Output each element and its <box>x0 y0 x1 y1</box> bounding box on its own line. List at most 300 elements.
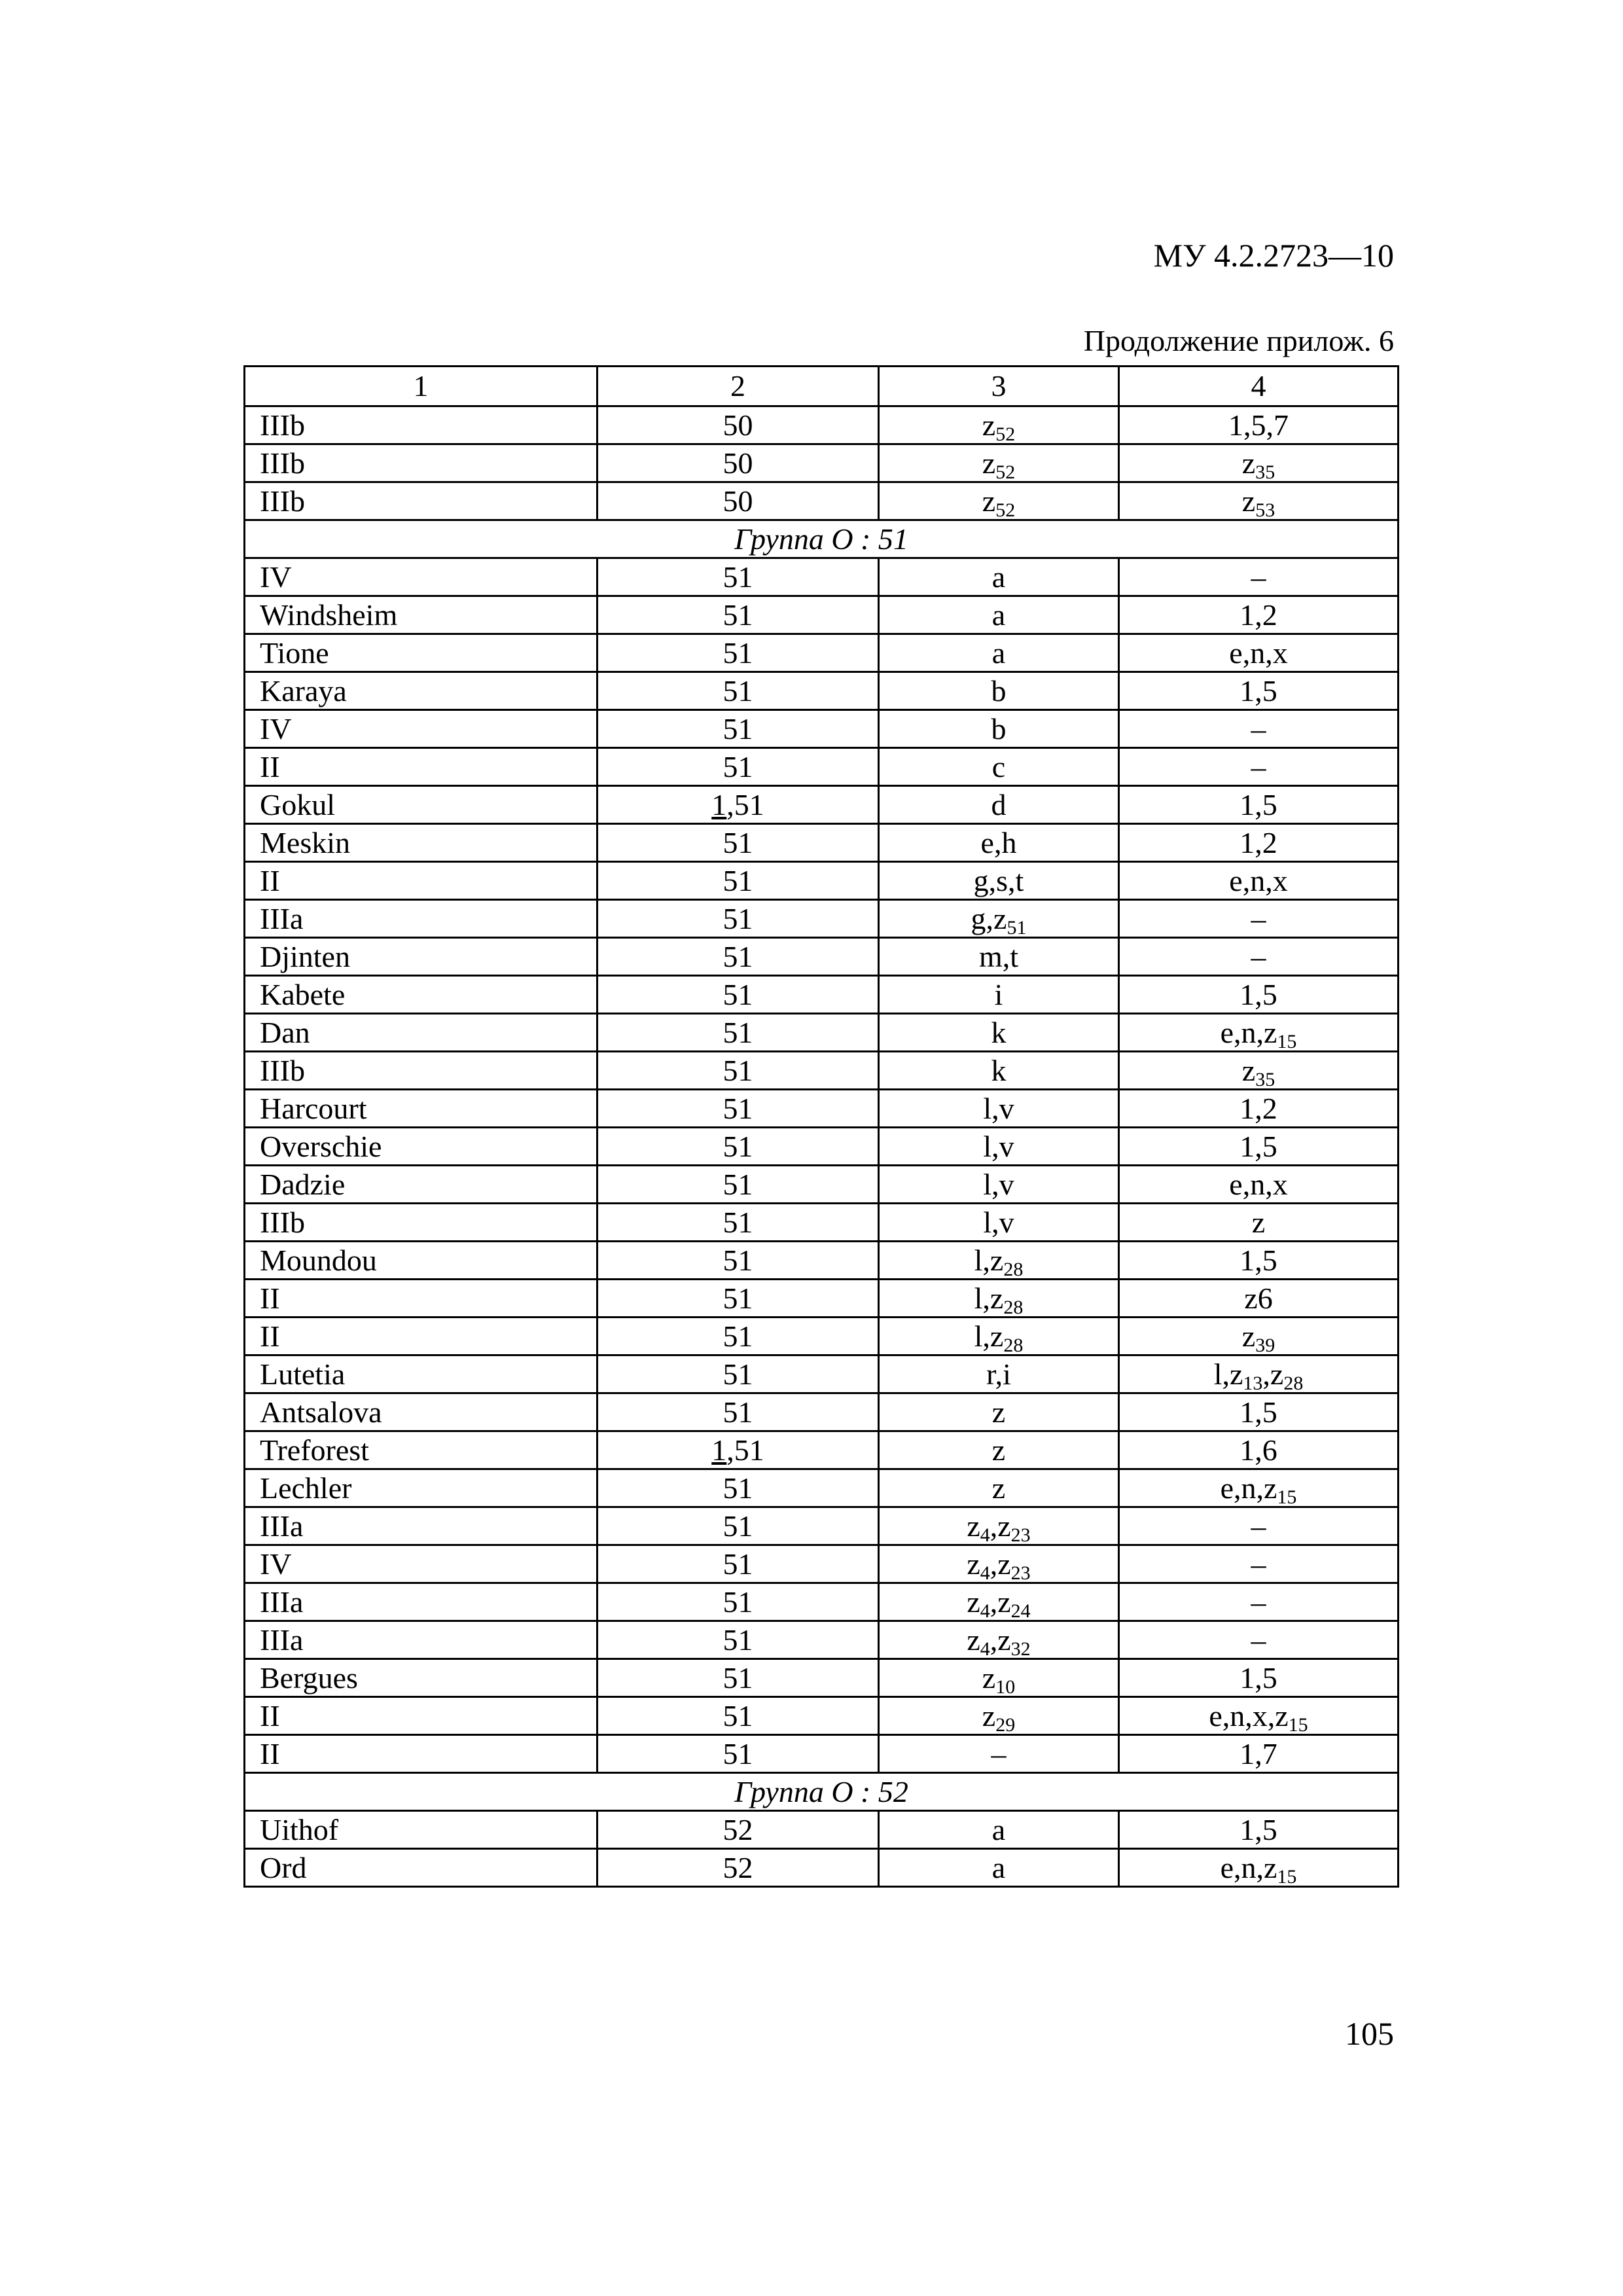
cell-text: Dadzie <box>260 1168 346 1201</box>
cell-text: 51 <box>722 1244 753 1277</box>
table-row <box>245 1014 1399 1052</box>
cell-text: $e,n,z_{15}$ <box>1220 1016 1297 1052</box>
cell-text: $z_4,z_{32}$ <box>967 1623 1031 1659</box>
cell-text: 1,51 <box>711 1433 764 1467</box>
cell-text: a <box>991 1851 1006 1884</box>
table-row <box>245 1090 1399 1128</box>
cell-text: II <box>260 1737 280 1770</box>
o-antigen-cell <box>597 1735 879 1773</box>
cell-text: Antsalova <box>260 1395 382 1429</box>
table-row <box>245 444 1399 482</box>
table-row <box>245 1469 1399 1507</box>
serovar-name-cell <box>245 1393 597 1431</box>
serovar-name-cell <box>245 710 597 748</box>
page-number: 105 <box>1345 2015 1394 2052</box>
o-antigen-cell <box>597 1431 879 1469</box>
cell-text: $z_{52}$ <box>982 408 1016 444</box>
h-antigen-phase2-cell <box>1119 444 1399 482</box>
table-row <box>245 938 1399 976</box>
cell-text: 51 <box>722 1699 753 1732</box>
serovar-name-cell <box>245 1545 597 1583</box>
cell-text: z6 <box>1244 1282 1273 1315</box>
o-antigen-cell <box>597 1621 879 1659</box>
serovar-name-cell <box>245 1659 597 1697</box>
cell-text: Karaya <box>260 674 347 708</box>
cell-text: 51 <box>722 902 753 935</box>
cell-text: a <box>991 560 1006 594</box>
cell-text: 51 <box>722 940 753 973</box>
cell-text: 51 <box>722 1092 753 1125</box>
o-antigen-cell <box>597 748 879 786</box>
o-antigen-cell <box>597 596 879 634</box>
h-antigen-phase1-cell <box>879 1431 1119 1469</box>
h-antigen-phase2-cell <box>1119 1621 1399 1659</box>
h-antigen-phase2-cell <box>1119 1128 1399 1166</box>
o-antigen-cell <box>597 1355 879 1393</box>
h-antigen-phase1-cell <box>879 1052 1119 1090</box>
cell-text: $z_{39}$ <box>1241 1319 1275 1355</box>
h-antigen-phase1-cell <box>879 1242 1119 1280</box>
h-antigen-phase1-cell <box>879 1280 1119 1318</box>
cell-text: Meskin <box>260 826 350 859</box>
cell-text: IV <box>260 712 292 745</box>
cell-text: d <box>991 788 1007 821</box>
h-antigen-phase2-cell <box>1119 1469 1399 1507</box>
cell-text: 1,2 <box>1240 826 1277 859</box>
h-antigen-phase1-cell <box>879 1545 1119 1583</box>
cell-text: Harcourt <box>260 1092 367 1125</box>
o-antigen-cell <box>597 1090 879 1128</box>
serovar-name-cell <box>245 1507 597 1545</box>
h-antigen-phase2-cell <box>1119 1697 1399 1735</box>
cell-text: IIIb <box>260 1054 305 1087</box>
serovar-name-cell <box>245 1811 597 1849</box>
cell-text: l,v <box>983 1092 1014 1125</box>
o-antigen-cell <box>597 1204 879 1242</box>
cell-text: 51 <box>722 1661 753 1695</box>
serovar-name-cell <box>245 1166 597 1204</box>
table-row <box>245 710 1399 748</box>
table-row <box>245 786 1399 824</box>
serovar-name-cell <box>245 1621 597 1659</box>
h-antigen-phase2-cell <box>1119 938 1399 976</box>
cell-text: – <box>1251 1509 1266 1543</box>
serovar-name-cell <box>245 1052 597 1090</box>
cell-text: – <box>1251 750 1266 783</box>
table-row <box>245 1735 1399 1773</box>
o-antigen-cell <box>597 1128 879 1166</box>
cell-text: $z_4,z_{23}$ <box>967 1547 1031 1583</box>
h-antigen-phase2-cell <box>1119 1166 1399 1204</box>
o-antigen-cell <box>597 1280 879 1318</box>
cell-text: Overschie <box>260 1130 382 1163</box>
h-antigen-phase1-cell <box>879 1697 1119 1735</box>
cell-text: 51 <box>722 864 753 897</box>
h-antigen-phase2-cell <box>1119 1849 1399 1887</box>
cell-text: k <box>991 1054 1007 1087</box>
h-antigen-phase1-cell <box>879 634 1119 672</box>
table-row <box>245 1204 1399 1242</box>
cell-text: b <box>991 674 1007 708</box>
serovar-name-cell <box>245 1583 597 1621</box>
cell-text: 1,5 <box>1240 1130 1277 1163</box>
h-antigen-phase2-cell <box>1119 900 1399 938</box>
h-antigen-phase1-cell <box>879 1318 1119 1355</box>
o-antigen-cell <box>597 900 879 938</box>
cell-text: a <box>991 636 1006 670</box>
cell-text: IIIb <box>260 408 305 442</box>
h-antigen-phase1-cell <box>879 1811 1119 1849</box>
cell-text: II <box>260 1319 280 1353</box>
cell-text: 51 <box>722 1395 753 1429</box>
group-title: Группа O : 52 <box>245 1773 1399 1811</box>
h-antigen-phase1-cell <box>879 558 1119 596</box>
serovar-name-cell <box>245 1355 597 1393</box>
cell-text: IIIb <box>260 1206 305 1239</box>
o-antigen-cell <box>597 558 879 596</box>
cell-text: II <box>260 750 280 783</box>
o-antigen-cell <box>597 1393 879 1431</box>
serovar-name-cell <box>245 786 597 824</box>
table-row <box>245 1621 1399 1659</box>
cell-text: l,v <box>983 1168 1014 1201</box>
h-antigen-phase2-cell <box>1119 1090 1399 1128</box>
column-header: 3 <box>879 367 1119 406</box>
table-row <box>245 748 1399 786</box>
table-body <box>245 406 1399 1887</box>
cell-text: II <box>260 1699 280 1732</box>
cell-text: $l,z_{13},z_{28}$ <box>1213 1357 1304 1393</box>
cell-text: 51 <box>722 1319 753 1353</box>
o-antigen-cell <box>597 1507 879 1545</box>
h-antigen-phase2-cell <box>1119 1242 1399 1280</box>
o-antigen-cell <box>597 1469 879 1507</box>
cell-text: 1,5 <box>1240 788 1277 821</box>
serovar-name-cell <box>245 596 597 634</box>
h-antigen-phase1-cell <box>879 1659 1119 1697</box>
serovar-name-cell <box>245 748 597 786</box>
h-antigen-phase1-cell <box>879 672 1119 710</box>
cell-text: 1,7 <box>1240 1737 1277 1770</box>
cell-text: z <box>1251 1206 1266 1239</box>
serovar-name-cell <box>245 634 597 672</box>
cell-text: b <box>991 712 1007 745</box>
h-antigen-phase2-cell <box>1119 1052 1399 1090</box>
cell-text: IV <box>260 560 292 594</box>
h-antigen-phase2-cell <box>1119 1735 1399 1773</box>
cell-text: IV <box>260 1547 292 1581</box>
cell-text: $l,z_{28}$ <box>974 1282 1024 1318</box>
serovar-name-cell <box>245 672 597 710</box>
column-header: 4 <box>1119 367 1399 406</box>
serovar-name-cell <box>245 1469 597 1507</box>
cell-text: e,n,x <box>1229 636 1288 670</box>
o-antigen-cell <box>597 1697 879 1735</box>
cell-text: $z_{35}$ <box>1241 446 1275 482</box>
cell-text: r,i <box>986 1357 1011 1391</box>
h-antigen-phase1-cell <box>879 596 1119 634</box>
o-antigen-cell <box>597 1811 879 1849</box>
o-antigen-cell <box>597 824 879 862</box>
o-antigen-cell <box>597 938 879 976</box>
o-antigen-cell <box>597 482 879 520</box>
cell-text: 51 <box>722 750 753 783</box>
h-antigen-phase2-cell <box>1119 748 1399 786</box>
h-antigen-phase1-cell <box>879 1014 1119 1052</box>
group-title: Группа O : 51 <box>245 520 1399 558</box>
cell-text: z <box>991 1395 1006 1429</box>
serovar-name-cell <box>245 824 597 862</box>
cell-text: 51 <box>722 1016 753 1049</box>
table-row <box>245 1166 1399 1204</box>
cell-text: 51 <box>722 1585 753 1619</box>
h-antigen-phase1-cell <box>879 748 1119 786</box>
column-header: 2 <box>597 367 879 406</box>
cell-text: 51 <box>722 1206 753 1239</box>
h-antigen-phase1-cell <box>879 406 1119 444</box>
cell-text: $z_{52}$ <box>982 446 1016 482</box>
table-row <box>245 1280 1399 1318</box>
serovar-name-cell <box>245 444 597 482</box>
h-antigen-phase1-cell <box>879 1469 1119 1507</box>
table-row <box>245 1811 1399 1849</box>
serovar-name-cell <box>245 1090 597 1128</box>
o-antigen-cell <box>597 1659 879 1697</box>
cell-text: 51 <box>722 712 753 745</box>
o-antigen-cell <box>597 1545 879 1583</box>
table-row <box>245 1393 1399 1431</box>
h-antigen-phase1-cell <box>879 1583 1119 1621</box>
cell-text: IIIa <box>260 1585 304 1619</box>
serovar-name-cell <box>245 938 597 976</box>
cell-text: 50 <box>722 484 753 518</box>
serovar-name-cell <box>245 558 597 596</box>
h-antigen-phase1-cell <box>879 1393 1119 1431</box>
o-antigen-cell <box>597 406 879 444</box>
cell-text: – <box>1251 560 1266 594</box>
table-row <box>245 1242 1399 1280</box>
cell-text: IIIb <box>260 446 305 480</box>
cell-text: a <box>991 598 1006 632</box>
table-row <box>245 482 1399 520</box>
cell-text: $z_4,z_{23}$ <box>967 1509 1031 1545</box>
cell-text: 51 <box>722 978 753 1011</box>
h-antigen-phase2-cell <box>1119 1659 1399 1697</box>
cell-text: Ord <box>260 1851 307 1884</box>
table-row <box>245 824 1399 862</box>
table-row <box>245 1507 1399 1545</box>
cell-text: k <box>991 1016 1007 1049</box>
cell-text: e,n,x <box>1229 1168 1288 1201</box>
group-header-row <box>245 520 1399 558</box>
cell-text: 1,2 <box>1240 598 1277 632</box>
table-row <box>245 406 1399 444</box>
h-antigen-phase2-cell <box>1119 596 1399 634</box>
cell-text: – <box>991 1737 1007 1770</box>
table-header-row <box>245 367 1399 406</box>
h-antigen-phase1-cell <box>879 1621 1119 1659</box>
cell-text: 52 <box>722 1813 753 1846</box>
h-antigen-phase1-cell <box>879 1849 1119 1887</box>
serovar-name-cell <box>245 1849 597 1887</box>
cell-text: 1,5 <box>1240 1395 1277 1429</box>
h-antigen-phase1-cell <box>879 938 1119 976</box>
cell-text: 1,2 <box>1240 1092 1277 1125</box>
cell-text: 50 <box>722 446 753 480</box>
table-row <box>245 1697 1399 1735</box>
table-row <box>245 1318 1399 1355</box>
h-antigen-phase1-cell <box>879 1128 1119 1166</box>
serovar-name-cell <box>245 976 597 1014</box>
o-antigen-cell <box>597 1052 879 1090</box>
cell-text: Lechler <box>260 1471 352 1505</box>
o-antigen-cell <box>597 862 879 900</box>
cell-text: Bergues <box>260 1661 358 1695</box>
table-row <box>245 1583 1399 1621</box>
h-antigen-phase2-cell <box>1119 482 1399 520</box>
h-antigen-phase2-cell <box>1119 862 1399 900</box>
cell-text: 51 <box>722 674 753 708</box>
h-antigen-phase1-cell <box>879 444 1119 482</box>
cell-text: l,v <box>983 1206 1014 1239</box>
cell-text: – <box>1251 940 1266 973</box>
h-antigen-phase1-cell <box>879 824 1119 862</box>
data-table <box>243 365 1399 1888</box>
h-antigen-phase1-cell <box>879 1090 1119 1128</box>
cell-text: 1,51 <box>711 788 764 821</box>
serovar-name-cell <box>245 1204 597 1242</box>
cell-text: 51 <box>722 598 753 632</box>
table-row <box>245 976 1399 1014</box>
cell-text: 51 <box>722 1357 753 1391</box>
h-antigen-phase2-cell <box>1119 1431 1399 1469</box>
h-antigen-phase1-cell <box>879 976 1119 1014</box>
h-antigen-phase1-cell <box>879 1507 1119 1545</box>
table-row <box>245 1355 1399 1393</box>
cell-text: Windsheim <box>260 598 398 632</box>
o-antigen-cell <box>597 672 879 710</box>
h-antigen-phase2-cell <box>1119 976 1399 1014</box>
o-antigen-cell <box>597 1166 879 1204</box>
cell-text: II <box>260 1282 280 1315</box>
cell-text: Djinten <box>260 940 350 973</box>
cell-text: Kabete <box>260 978 346 1011</box>
h-antigen-phase2-cell <box>1119 1280 1399 1318</box>
cell-text: z <box>991 1433 1006 1467</box>
cell-text: $z_{35}$ <box>1241 1054 1275 1090</box>
cell-text: – <box>1251 712 1266 745</box>
cell-text: 1,6 <box>1240 1433 1277 1467</box>
cell-text: $e,n,z_{15}$ <box>1220 1471 1297 1507</box>
cell-text: $z_{29}$ <box>982 1699 1016 1735</box>
cell-text: – <box>1251 902 1266 935</box>
table-row <box>245 862 1399 900</box>
h-antigen-phase2-cell <box>1119 634 1399 672</box>
h-antigen-phase2-cell <box>1119 786 1399 824</box>
table-row <box>245 672 1399 710</box>
cell-text: 52 <box>722 1851 753 1884</box>
serovar-name-cell <box>245 1128 597 1166</box>
cell-text: 1,5,7 <box>1228 408 1289 442</box>
table-row <box>245 596 1399 634</box>
h-antigen-phase1-cell <box>879 482 1119 520</box>
cell-text: a <box>991 1813 1006 1846</box>
cell-text: l,v <box>983 1130 1014 1163</box>
serovar-name-cell <box>245 862 597 900</box>
column-header: 1 <box>245 367 597 406</box>
h-antigen-phase2-cell <box>1119 1393 1399 1431</box>
cell-text: 1,5 <box>1240 674 1277 708</box>
o-antigen-cell <box>597 976 879 1014</box>
cell-text: i <box>994 978 1003 1011</box>
table-row <box>245 1431 1399 1469</box>
cell-text: – <box>1251 1547 1266 1581</box>
table-row <box>245 558 1399 596</box>
o-antigen-cell <box>597 1583 879 1621</box>
h-antigen-phase2-cell <box>1119 1204 1399 1242</box>
cell-text: 51 <box>722 1168 753 1201</box>
cell-text: 1,5 <box>1240 978 1277 1011</box>
h-antigen-phase2-cell <box>1119 558 1399 596</box>
cell-text: Treforest <box>260 1433 369 1467</box>
h-antigen-phase2-cell <box>1119 1318 1399 1355</box>
table-row <box>245 1849 1399 1887</box>
serovar-name-cell <box>245 900 597 938</box>
cell-text: 50 <box>722 408 753 442</box>
h-antigen-phase2-cell <box>1119 1583 1399 1621</box>
h-antigen-phase2-cell <box>1119 406 1399 444</box>
cell-text: z <box>991 1471 1006 1505</box>
o-antigen-cell <box>597 1014 879 1052</box>
cell-text: $l,z_{28}$ <box>974 1244 1024 1280</box>
table-row <box>245 900 1399 938</box>
table-row <box>245 1128 1399 1166</box>
cell-text: 51 <box>722 1623 753 1657</box>
serovar-name-cell <box>245 1014 597 1052</box>
cell-text: II <box>260 864 280 897</box>
cell-text: e,h <box>980 826 1017 859</box>
cell-text: Dan <box>260 1016 310 1049</box>
serovar-name-cell <box>245 1431 597 1469</box>
cell-text: 51 <box>722 1282 753 1315</box>
o-antigen-cell <box>597 710 879 748</box>
cell-text: $e,n,z_{15}$ <box>1220 1851 1297 1887</box>
o-antigen-cell <box>597 634 879 672</box>
document-code: МУ 4.2.2723—10 <box>1153 237 1394 274</box>
cell-text: $g,z_{51}$ <box>971 902 1027 938</box>
cell-text: 51 <box>722 636 753 670</box>
table-row <box>245 634 1399 672</box>
h-antigen-phase1-cell <box>879 1735 1119 1773</box>
h-antigen-phase1-cell <box>879 786 1119 824</box>
serovar-name-cell <box>245 1697 597 1735</box>
cell-text: 1,5 <box>1240 1813 1277 1846</box>
cell-text: 51 <box>722 1054 753 1087</box>
o-antigen-cell <box>597 444 879 482</box>
cell-text: 51 <box>722 826 753 859</box>
cell-text: 1,5 <box>1240 1244 1277 1277</box>
cell-text: IIIa <box>260 1623 304 1657</box>
serovar-name-cell <box>245 1318 597 1355</box>
serovar-name-cell <box>245 1280 597 1318</box>
h-antigen-phase2-cell <box>1119 672 1399 710</box>
cell-text: $z_{53}$ <box>1241 484 1275 520</box>
h-antigen-phase2-cell <box>1119 824 1399 862</box>
cell-text: e,n,x <box>1229 864 1288 897</box>
cell-text: 1,5 <box>1240 1661 1277 1695</box>
cell-text: 51 <box>722 1471 753 1505</box>
cell-text: $z_{52}$ <box>982 484 1016 520</box>
